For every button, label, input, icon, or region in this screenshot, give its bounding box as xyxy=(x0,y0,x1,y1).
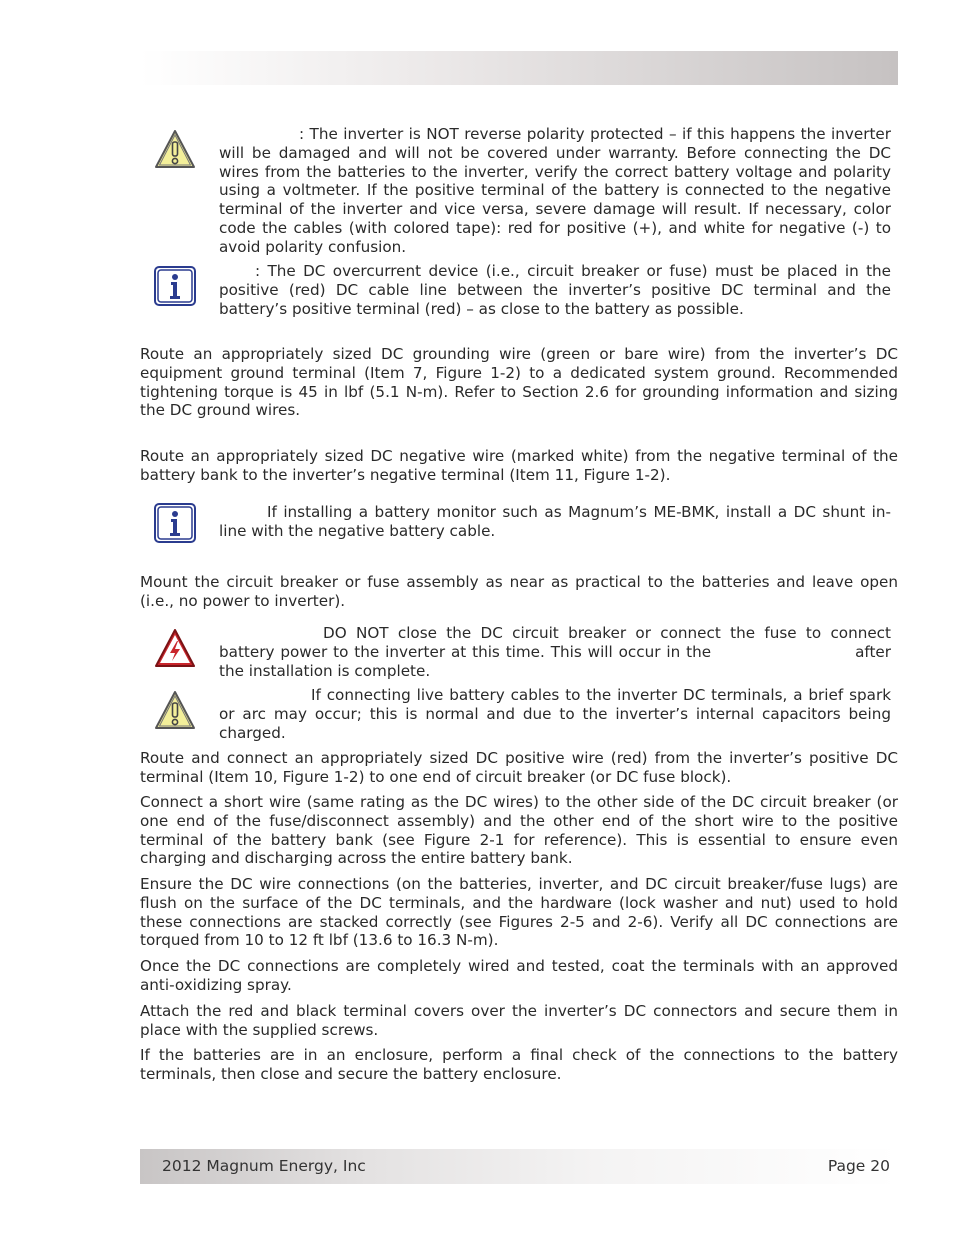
paragraph-flush-connections: Ensure the DC wire connections (on the batteries, inverter, and DC circuit breaker/fuse lugs) are flush on the surface of the DC terminals, and the hardware (lock washer and nut) used to hold these connections are stacked correctly (see Figures 2-5 and 2-6). Verify all DC connections are torqued from 10 to 12 ft lbf (13.6 to 16.3 N-m). xyxy=(140,875,898,950)
caution-triangle-icon xyxy=(153,689,197,733)
info-icon xyxy=(153,265,197,309)
page-number: Page 20 xyxy=(827,1157,890,1175)
caution-note-reverse-polarity: : The inverter is NOT reverse polarity protected – if this happens the inverter will be damaged and will not be covered under warranty. Before connecting the DC wires from the batteries to the inverter, verify the correct battery voltage and polarity using a voltmeter. If the positive terminal of the battery is connected to the negative terminal of the inverter and vice versa, severe damage will result. If necessary, color code the cables (with colored tape): red for positive (+), and white for negative (-) to avoid polarity confusion. xyxy=(219,125,891,256)
caution-triangle-icon xyxy=(153,128,197,172)
paragraph-enclosure: If the batteries are in an enclosure, perform a final check of the connections to the battery terminals, then close and secure the battery enclosure. xyxy=(140,1046,898,1083)
paragraph-negative-wire: Route an appropriately sized DC negative wire (marked white) from the negative terminal of the battery bank to the inverter’s negative terminal (Item 11, Figure 1-2). xyxy=(140,447,898,484)
paragraph-short-wire: Connect a short wire (same rating as the DC wires) to the other side of the DC circuit breaker (or one end of the fuse/disconnect assembly) and the other end of the short wire to the positive terminal of the battery bank (see Figure 2-1 for reference). This is essential to ensure even charging and discharging across the entire battery bank. xyxy=(140,793,898,868)
footer-bar xyxy=(140,1149,898,1184)
caution-note-spark: If connecting live battery cables to the inverter DC terminals, a brief spark or arc may occur; this is normal and due to the inverter’s internal capacitors being charged. xyxy=(219,686,891,742)
paragraph-coat-terminals: Once the DC connections are completely wired and tested, coat the terminals with an approved anti-oxidizing spray. xyxy=(140,957,898,994)
info-note-battery-monitor: If installing a battery monitor such as Magnum’s ME-BMK, install a DC shunt in-line with the negative battery cable. xyxy=(219,503,891,540)
paragraph-ground-wire: Route an appropriately sized DC grounding wire (green or bare wire) from the inverter’s DC equipment ground terminal (Item 7, Figure 1-2) to a dedicated system ground. Recommended tightening torque is 45 in lbf (5.1 N-m). Refer to Section 2.6 for grounding information and sizing the DC ground wires. xyxy=(140,345,898,420)
electrical-hazard-icon xyxy=(153,627,197,671)
footer-company: 2012 Magnum Energy, Inc xyxy=(162,1157,366,1175)
info-icon xyxy=(153,502,197,546)
paragraph-terminal-covers: Attach the red and black terminal covers over the inverter’s DC connectors and secure them in place with the supplied screws. xyxy=(140,1002,898,1039)
paragraph-mount-breaker: Mount the circuit breaker or fuse assembly as near as practical to the batteries and leave open (i.e., no power to inverter). xyxy=(140,573,898,610)
paragraph-positive-wire: Route and connect an appropriately sized DC positive wire (red) from the inverter’s positive DC terminal (Item 10, Figure 1-2) to one end of circuit breaker (or DC fuse block). xyxy=(140,749,898,786)
info-note-overcurrent: : The DC overcurrent device (i.e., circuit breaker or fuse) must be placed in the positive (red) DC cable line between the inverter’s positive DC terminal and the battery’s positive terminal (red) – as close to the battery as possible. xyxy=(219,262,891,318)
warning-note-do-not-close: DO NOT close the DC circuit breaker or connect the fuse to connect battery power to the inverter at this time. This will occur in the after the installation is complete. xyxy=(219,624,891,680)
header-bar xyxy=(140,51,898,85)
